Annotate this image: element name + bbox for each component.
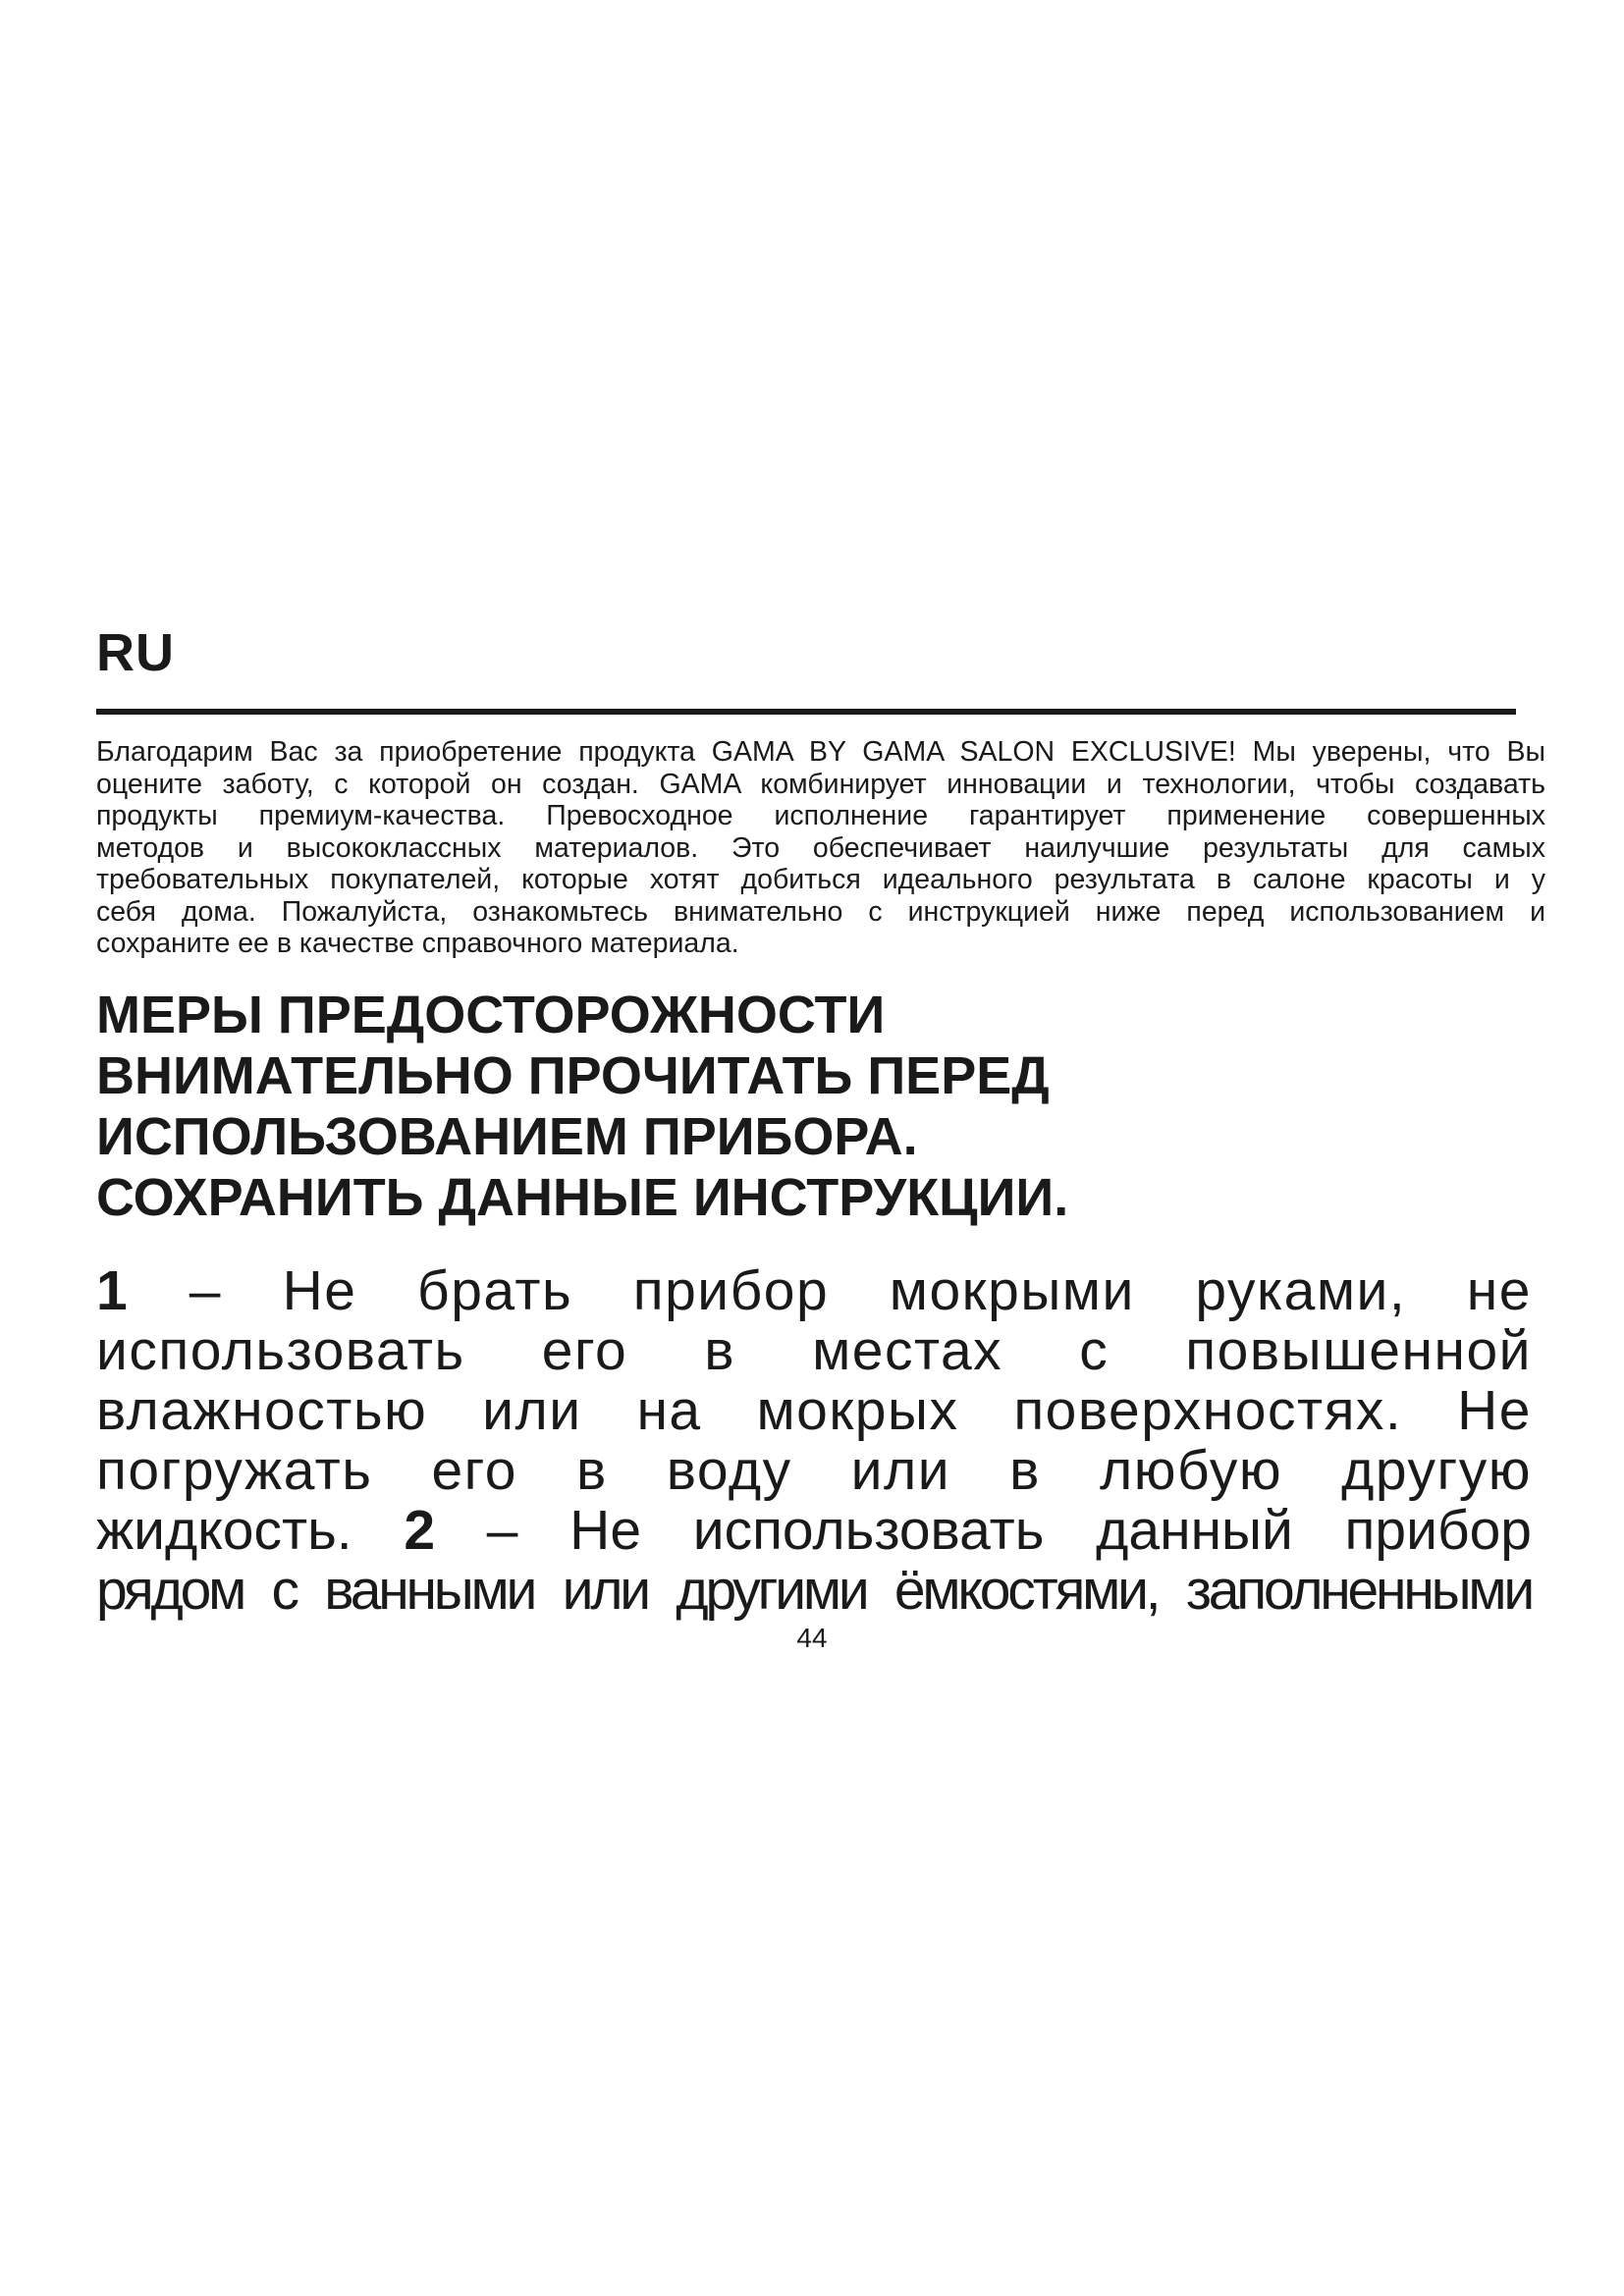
instruction-line (96, 1261, 1532, 1321)
language-code: RU (96, 623, 175, 682)
heading-line: ИСПОЛЬЗОВАНИЕМ ПРИБОРА. (96, 1107, 918, 1166)
heading-line: МЕРЫ ПРЕДОСТОРОЖНОСТИ (96, 986, 886, 1044)
instruction-number: 2 (404, 1499, 436, 1562)
intro-line: требовательных покупателей, которые хотят добиться идеального результата в салоне красоты и у (96, 864, 1545, 895)
instruction-text: – Не брать прибор мокрыми руками, не (129, 1259, 1532, 1322)
heading-line: ВНИМАТЕЛЬНО ПРОЧИТАТЬ ПЕРЕД (96, 1046, 1050, 1105)
instruction-line: рядом с ванными или другими ёмкостями, заполненными (96, 1559, 1532, 1622)
instruction-line: влажностью или на мокрых поверхностях. Не (96, 1379, 1532, 1442)
intro-line: сохраните ее в качестве справочного материала. (96, 928, 739, 959)
section-divider (96, 709, 1516, 715)
safety-instructions (96, 1261, 1532, 1621)
intro-line: оцените заботу, с которой он создан. GAMA комбинирует инновации и технологии, чтобы создавать (96, 768, 1545, 800)
heading-line: СОХРАНИТЬ ДАННЫЕ ИНСТРУКЦИИ. (96, 1168, 1069, 1227)
instruction-text: жидкость. (96, 1499, 405, 1562)
safety-heading (96, 985, 1068, 1228)
intro-line: Благодарим Вас за приобретение продукта GAMA BY GAMA SALON EXCLUSIVE! Мы уверены, что Вы (96, 736, 1545, 768)
instruction-text: – Не использовать данный прибор (435, 1499, 1533, 1562)
intro-line: методов и высококлассных материалов. Это обеспечивает наилучшие результаты для самых (96, 831, 1545, 864)
instruction-number: 1 (96, 1259, 130, 1322)
intro-paragraph (96, 736, 1545, 960)
intro-line: продукты премиум-качества. Превосходное исполнение гарантирует применение совершенных (96, 800, 1545, 831)
instruction-line: погружать его в воду или в любую другую (96, 1439, 1532, 1502)
page-number: 44 (796, 1623, 828, 1653)
instruction-line (96, 1501, 1532, 1561)
instruction-line: использовать его в местах с повышенной (96, 1319, 1532, 1382)
intro-line: себя дома. Пожалуйста, ознакомьтесь внимательно с инструкцией ниже перед использованием и (96, 895, 1545, 928)
